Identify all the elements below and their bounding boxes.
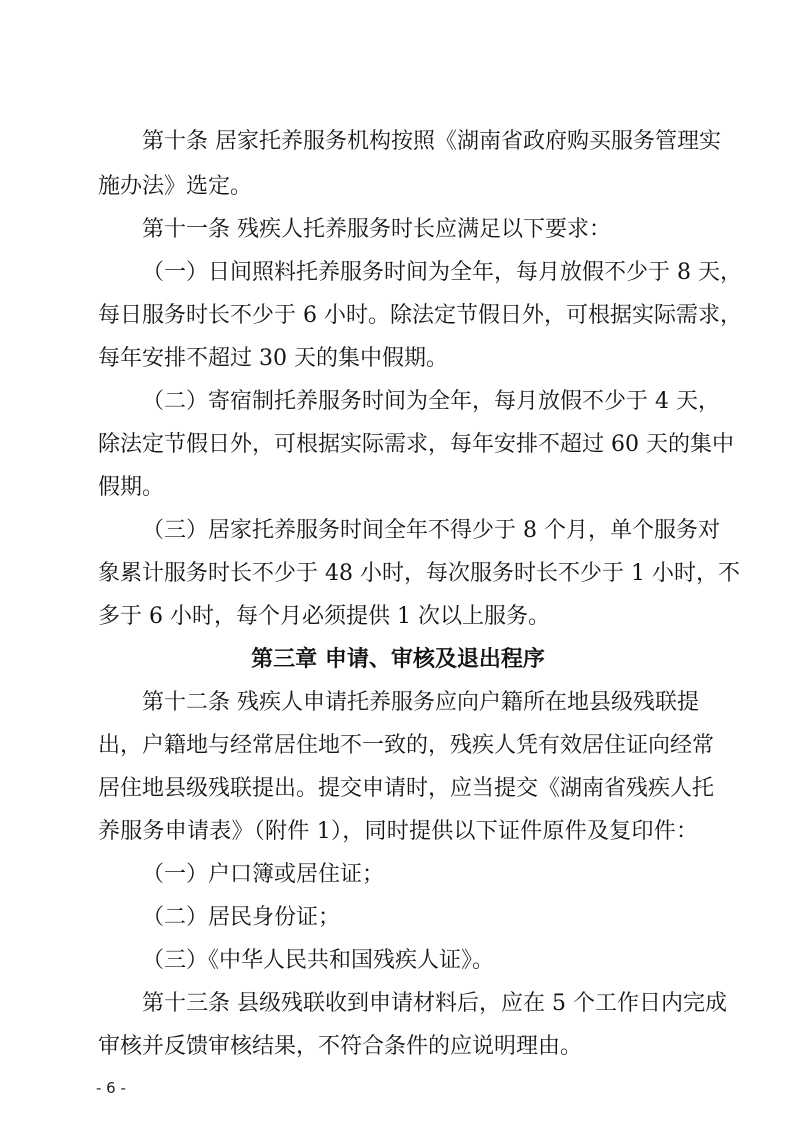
article-11-item-3-line-2: 象累计服务时长不少于 48 小时，每次服务时长不少于 1 小时，不 (98, 561, 740, 586)
article-10-line-2: 施办法》选定。 (98, 174, 253, 199)
article-11-item-1-line-3: 每年安排不超过 30 天的集中假期。 (98, 346, 448, 371)
article-12-item-3: （三）《中华人民共和国残疾人证》。 (142, 948, 495, 973)
article-13-line-1: 第十三条 县级残联收到申请材料后，应在 5 个工作日内完成 (142, 991, 727, 1016)
page-number: - 6 - (96, 1079, 126, 1097)
article-13-line-2: 审核并反馈审核结果，不符合条件的应说明理由。 (98, 1034, 583, 1059)
article-11-item-3-line-3: 多于 6 小时，每个月必须提供 1 次以上服务。 (98, 604, 550, 629)
article-11-item-2-line-3: 假期。 (98, 475, 165, 500)
article-12-line-4: 养服务申请表》（附件 1），同时提供以下证件原件及复印件： (98, 819, 698, 844)
article-12-line-2: 出，户籍地与经常居住地不一致的，残疾人凭有效居住证向经常 (98, 733, 715, 758)
chapter-3-heading: 第三章 申请、审核及退出程序 (251, 647, 545, 672)
article-11-item-1-line-2: 每日服务时长不少于 6 小时。除法定节假日外，可根据实际需求， (98, 303, 742, 328)
article-11-item-2-line-1: （二）寄宿制托养服务时间为全年，每月放假不少于 4 天， (142, 389, 720, 414)
article-12-line-1: 第十二条 残疾人申请托养服务应向户籍所在地县级残联提 (142, 690, 699, 715)
article-12-item-2: （二）居民身份证； (142, 905, 341, 930)
article-11-intro: 第十一条 残疾人托养服务时长应满足以下要求： (142, 217, 611, 242)
article-11-item-1-line-1: （一）日间照料托养服务时间为全年，每月放假不少于 8 天， (142, 260, 742, 285)
article-12-item-1: （一）户口簿或居住证； (142, 862, 385, 887)
article-10-line-1: 第十条 居家托养服务机构按照《湖南省政府购买服务管理实 (142, 129, 721, 154)
article-11-item-2-line-2: 除法定节假日外，可根据实际需求，每年安排不超过 60 天的集中 (98, 432, 734, 457)
article-11-item-3-line-1: （三）居家托养服务时间全年不得少于 8 个月，单个服务对 (142, 518, 720, 543)
article-12-line-3: 居住地县级残联提出。提交申请时，应当提交《湖南省残疾人托 (98, 776, 715, 801)
